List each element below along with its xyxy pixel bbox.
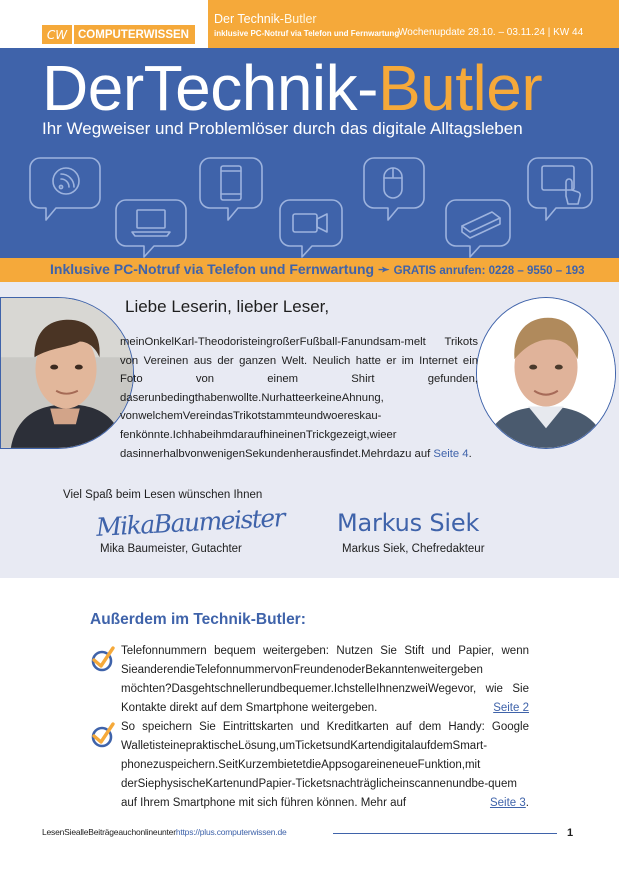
contents-item-text [121, 718, 529, 813]
strip-title-part-b: Butler [283, 12, 317, 26]
letter-closing: Viel Spaß beim Lesen wünschen Ihnen [63, 489, 263, 501]
footer-note [42, 827, 287, 837]
rss-icon [30, 158, 100, 220]
strip-title [214, 12, 317, 26]
contents-item-page-link[interactable]: Seite 2 [493, 702, 529, 714]
notruf-text [50, 261, 585, 278]
week-label: Wochenupdate 28.10. – 03.11.24 | KW 44 [398, 27, 584, 38]
letter-body-end: . [468, 447, 472, 460]
video-camera-icon [280, 200, 342, 257]
computerwissen-logo[interactable] [42, 25, 195, 44]
logo-text: COMPUTERWISSEN [72, 25, 195, 44]
tablet-touch-icon [528, 158, 592, 220]
contents-item-description: So speichern Sie Eintrittskarten und Kreditkarten auf dem Handy: Google WalletisteinepraktischeLösung,umTicketsundKartendigitalaufdemSmart-phonezuspeichern.SeitKurzembietetdieAppsogareineneueFunktion,mit derSiephysischeKartenundPapier-Ticketsnachträglicheinscannenundbe-quem auf Ihrem Smartphone mit sich führen können. Mehr auf [121, 721, 529, 809]
signature-left: MikaBaumeister [95, 503, 285, 542]
page-number: 1 [567, 827, 574, 839]
topic-icons-row [0, 148, 619, 258]
letter-greeting: Liebe Leserin, lieber Leser, [125, 297, 330, 316]
mouse-icon [364, 158, 424, 220]
footer-url-link[interactable]: https://plus.computerwissen.de [175, 827, 287, 837]
contents-item-page-link[interactable] [490, 794, 529, 813]
contents-item-end: . [525, 797, 529, 809]
letter-body [120, 333, 478, 463]
contents-heading: Außerdem im Technik-Butler: [90, 611, 306, 628]
letter-page-link[interactable]: Seite 4 [433, 447, 469, 460]
signature-right: Markus Siek [337, 509, 480, 537]
footer-text: LesenSiealleBeiträgeauchonlineunter [42, 827, 176, 837]
author-photo-right [476, 297, 616, 449]
strip-subtitle: inklusive PC-Notruf via Telefon und Fernwartung [214, 29, 400, 38]
contents-item-text [121, 642, 529, 718]
gratis-phone[interactable]: GRATIS anrufen: 0228 – 9550 – 193 [393, 265, 585, 277]
notruf-banner [0, 258, 619, 282]
arrow-right-icon: ➛ [378, 261, 390, 277]
masthead-title-part-a: DerTechnik- [42, 52, 378, 124]
footer-divider [333, 833, 557, 834]
contents-item-page-label: Seite 3 [489, 797, 526, 809]
logo-mark: CW [42, 25, 72, 44]
checkmark-icon [91, 722, 115, 748]
laptop-icon [116, 200, 186, 257]
author-name-right: Markus Siek, Chefredakteur [342, 543, 485, 555]
scanner-icon [446, 200, 510, 257]
strip-title-part-a: Der Technik- [214, 12, 284, 26]
masthead-title-part-b: Butler [377, 52, 543, 124]
smartphone-icon [200, 158, 262, 220]
letter-body-text: meinOnkelKarl-TheodoristeingroßerFußball-Fanundsam-melt Trikots von Vereinen aus der ganzen Welt. Neulich hatte er im Internet ein Foto von einem Shirt gefunden, daserunbedingthabenwollte.NurhatteerkeineAhnung, vonwelchemVereindasTrikotstammteundwoereskau-fenkönnte.IchhabeihmdaraufhineinenTrickgezeigt,wieer dasinnerhalbvonwenigenSekundenherausfindet.Mehrdazu auf [120, 336, 478, 460]
masthead-tagline: Ihr Wegweiser und Problemlöser durch das digitale Alltagsleben [42, 119, 523, 138]
masthead-title [42, 51, 542, 125]
checkmark-icon [91, 646, 115, 672]
contents-item-description: Telefonnummern bequem weitergeben: Nutzen Sie Stift und Papier, wenn SieanderendieTelefonnummervonFreundenoderBekanntenweitergeben möchten?Dasgehtschnellerundbequemer.IchstelleIhnenzweiWegevor, wie Sie Kontakte direkt auf dem Smartphone weitergeben. [121, 645, 529, 714]
notruf-label: Inklusive PC-Notruf via Telefon und Fernwartung [50, 261, 375, 277]
author-name-left: Mika Baumeister, Gutachter [100, 543, 242, 555]
